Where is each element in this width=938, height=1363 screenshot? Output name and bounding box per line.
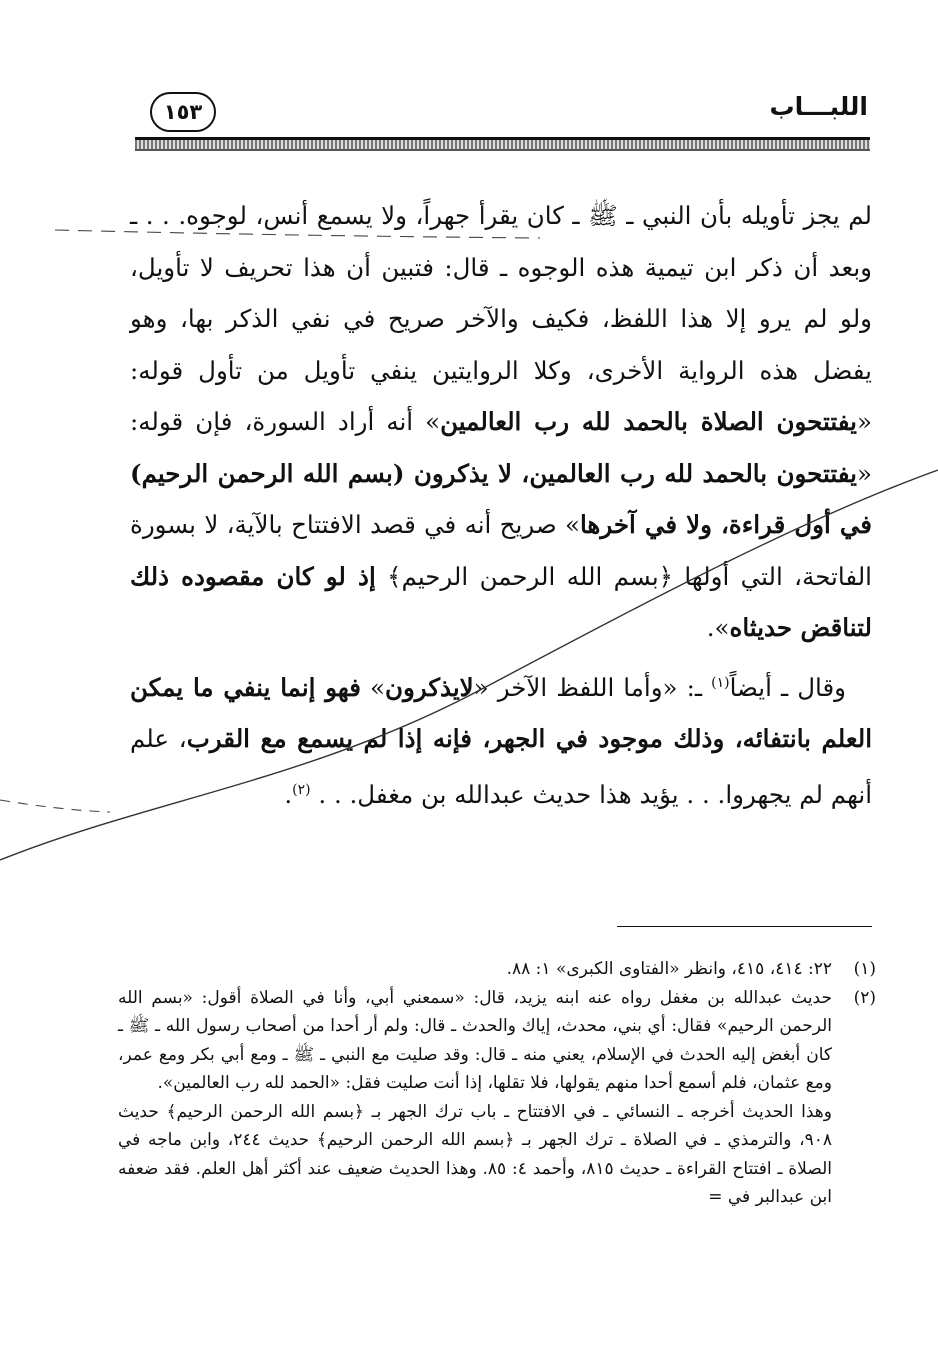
footnote-paragraph: ٢٢: ٤١٤، ٤١٥، وانظر «الفتاوى الكبرى» ١: ٨٨. — [506, 959, 832, 979]
footnote-ref: (٢) — [292, 781, 311, 798]
bold-quote: يفتتحون الصلاة بالحمد لله رب العالمين — [440, 407, 857, 436]
footnote-paragraph: حديث عبدالله بن مغفل رواه عنه ابنه يزيد، قال: «سمعني أبي، وأنا في الصلاة أقول: «بسم الله الرحمن الرحيم» فقال: أي بني، محدث، إياك والحدث ـ قال: ولم أر أحدا من أصحاب رسول الله ـ ﷺ ـ كان أبغض إليه الحدث في الإسلام، يعني منه ـ قال: وقد صليت مع النبي ـ ﷺ ـ ومع أبي بكر ومع عمر، ومع عثمان، فلم أسمع أحدا منهم يقولها، فلا تقلها، إذا أنت صليت فقل: «الحمد لله رب العالمين». — [118, 987, 832, 1093]
paragraph-2 — [130, 658, 872, 821]
text-run: لم يجز تأويله بأن النبي ـ ﷺ ـ كان يقرأ جهراً، ولا يسمع أنس، لوجوه. . . ـ وبعد أن ذكر ابن تيمية هذه الوجوه ـ قال: فتبين أن هذا تحريف لا تأويل، ولو لم يرو إلا هذا اللفظ، فكيف والآخر صريح في نفي الذكر بها، وهو يفضل هذه الرواية الأخرى، وكلا الروايتين ينفي تأويل من تأول قوله: « — [130, 201, 872, 436]
main-text — [130, 190, 872, 820]
text-run: وقال ـ أيضاً — [729, 672, 847, 702]
paragraph-1 — [130, 190, 872, 654]
bold-quote: لايذكرون — [384, 672, 474, 702]
text-run: » — [360, 672, 385, 702]
footnote-separator — [617, 926, 872, 927]
page-number-badge: ١٥٣ — [150, 92, 216, 132]
text-run: » صريح أنه في قصد الافتتاح بالآية، لا بسورة الفاتحة، التي أولها ﴿بسم الله الرحمن الرحيم﴾ — [130, 510, 872, 591]
footnote-ref: (١) — [711, 674, 730, 691]
header-divider — [135, 137, 870, 151]
footnote-paragraph: وهذا الحديث أخرجه ـ النسائي ـ في الافتتاح ـ باب ترك الجهر بـ ﴿بسم الله الرحمن الرحيم﴾ حديث ٩٠٨، والترمذي ـ في الصلاة ـ ترك الجهر بـ ﴿بسم الله الرحمن الرحيم﴾ حديث ٢٤٤، وابن ماجه في الصلاة ـ افتتاح القراءة ـ حديث ٨١٥، وأحمد ٤: ٨٥. وهذا الحديث ضعيف عند أكثر أهل العلم. فقد ضعفه ابن عبدالبر في = — [118, 1101, 832, 1207]
bold-quote: إذ لو كان مقصوده ذلك لتناقض حديثاه — [130, 561, 872, 642]
book-title: اللبـــاب — [769, 92, 868, 121]
text-run: ، علم أنهم لم يجهروا. . . يؤيد هذا حديث عبدالله بن مغفل. . . — [130, 724, 872, 809]
footnote-number: (٢) — [853, 987, 876, 1008]
footnote-text — [118, 955, 832, 984]
text-run: . — [284, 779, 293, 809]
footnotes — [118, 955, 876, 1212]
text-run: ». — [706, 613, 730, 642]
footnote-2 — [118, 984, 876, 1212]
text-run: » أنه أراد السورة، فإن قوله: « — [130, 407, 872, 488]
text-run: ـ: «وأما اللفظ الآخر « — [473, 672, 712, 702]
footnote-number: (١) — [853, 959, 876, 979]
footnote-text — [118, 984, 832, 1212]
bold-quote: يفتتحون بالحمد لله رب العالمين، لا يذكرون (بسم الله الرحمن الرحيم) في أول قراءة، ولا في آخرها — [130, 458, 873, 539]
footnote-1 — [118, 955, 876, 984]
pen-stroke-lower — [0, 800, 110, 812]
bold-quote: فهو إنما ينفي ما يمكن العلم بانتفائه، وذلك موجود في الجهر، فإنه إذا لم يسمع مع القرب — [130, 672, 873, 754]
